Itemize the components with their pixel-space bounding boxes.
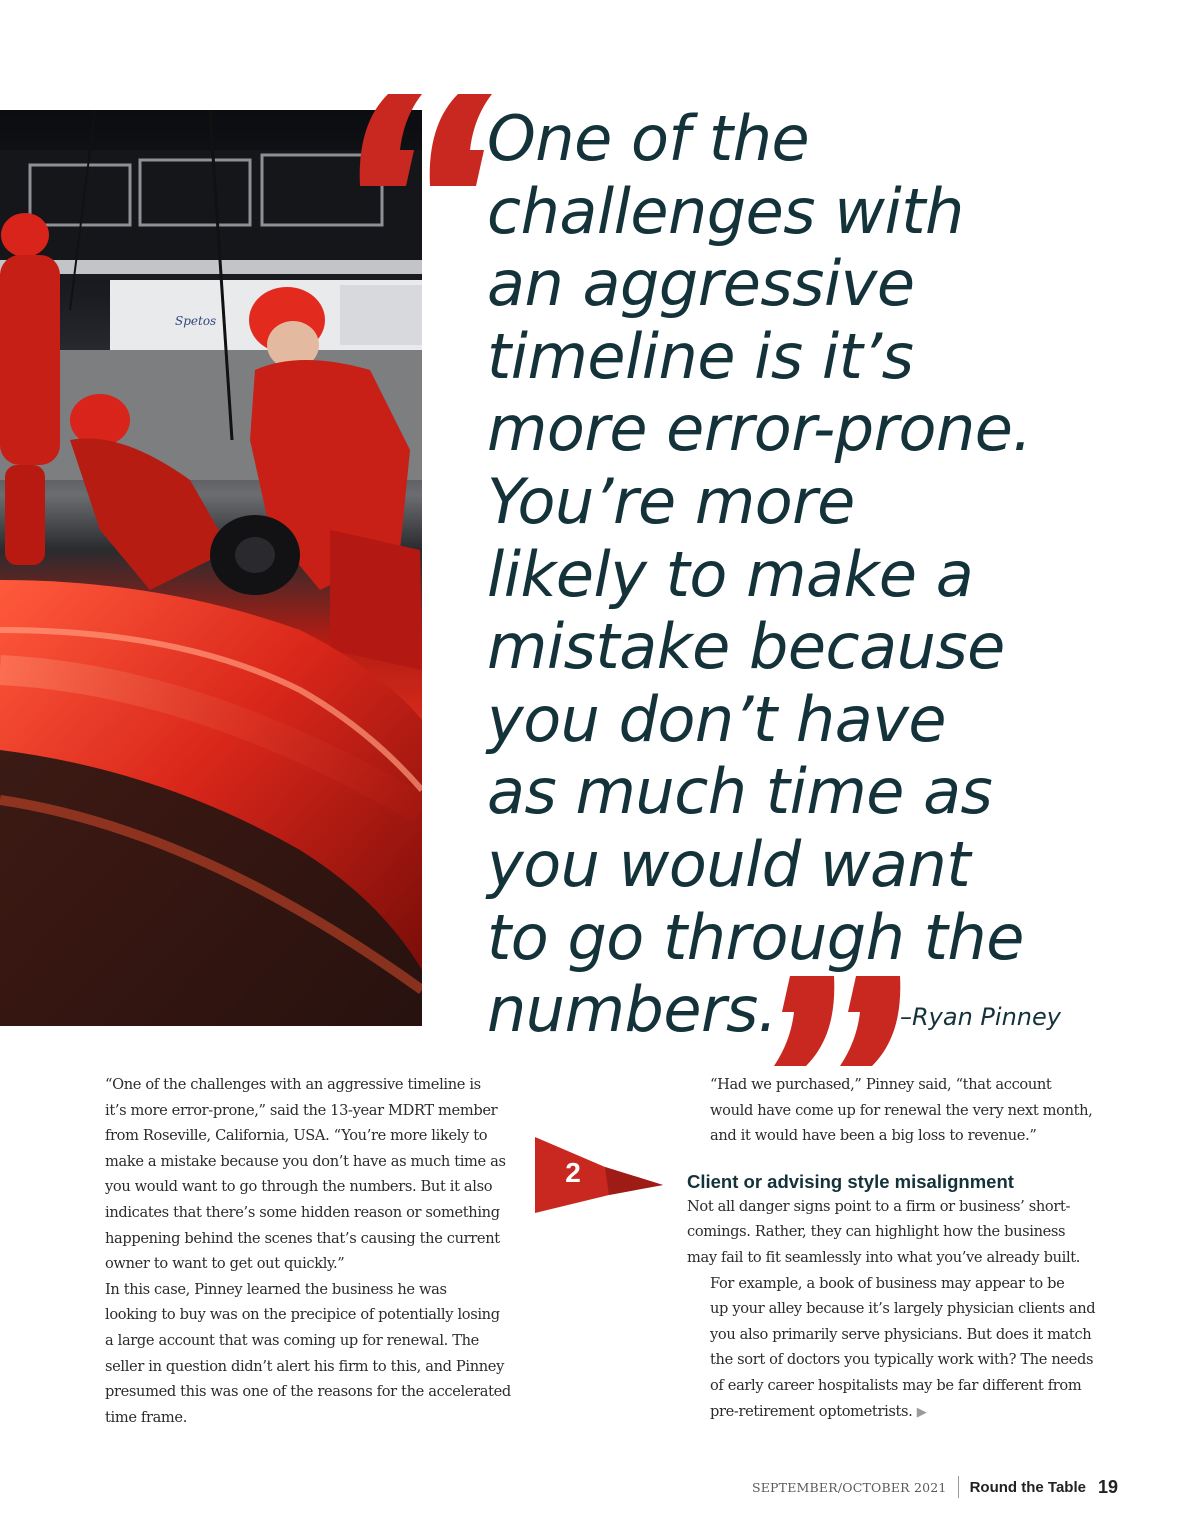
pull-quote-line: You’re more <box>487 464 855 538</box>
text-line: pre-retirement optometrists. <box>710 1402 913 1420</box>
body-paragraph <box>687 1271 1117 1426</box>
text-line: In this case, Pinney learned the business he was <box>105 1280 447 1298</box>
text-line: presumed this was one of the reasons for the accelerated <box>105 1383 511 1401</box>
pull-quote-line: you would want <box>487 827 971 901</box>
quote-attribution: –Ryan Pinney <box>900 1003 1061 1031</box>
open-quote-mark-icon <box>350 92 500 192</box>
text-line: seller in question didn’t alert his firm to this, and Pinney <box>105 1357 504 1375</box>
text-line: owner to want to get out quickly.” <box>105 1255 345 1273</box>
text-line: “One of the challenges with an aggressive timeline is <box>105 1076 481 1093</box>
text-line: indicates that there’s some hidden reason or something <box>105 1203 500 1221</box>
text-line: make a mistake because you don’t have as much time as <box>105 1152 506 1170</box>
text-line: looking to buy was on the precipice of potentially losing <box>105 1306 500 1324</box>
page-number: 19 <box>1097 1476 1118 1497</box>
pull-quote-line: numbers. <box>487 973 777 1047</box>
pull-quote-line: to go through the <box>487 900 1024 974</box>
pull-quote-line: you don’t have <box>487 682 947 756</box>
text-line: you also primarily serve physicians. But does it match <box>710 1325 1092 1343</box>
pull-quote-line: timeline is it’s <box>487 319 914 393</box>
body-paragraph <box>687 1072 1117 1149</box>
text-line: may fail to fit seamlessly into what you’ve already built. <box>687 1248 1081 1266</box>
body-paragraph <box>82 1277 512 1431</box>
pit-crew-illustration <box>0 110 422 1026</box>
footer-divider <box>958 1476 959 1498</box>
publication-name: Round the Table <box>969 1478 1086 1496</box>
close-quote-mark-icon <box>772 972 912 1068</box>
text-line: time frame. <box>105 1408 187 1426</box>
text-line: comings. Rather, they can highlight how the business <box>687 1223 1066 1241</box>
body-paragraph <box>687 1194 1117 1271</box>
text-line: it’s more error-prone,” said the 13-year MDRT member <box>105 1101 498 1119</box>
text-line: you would want to go through the numbers. But it also <box>105 1178 493 1196</box>
text-line-last <box>687 1399 1117 1426</box>
text-line: a large account that was coming up for renewal. The <box>105 1331 479 1349</box>
text-line: and it would have been a big loss to revenue.” <box>710 1127 1037 1145</box>
pull-quote-line: as much time as <box>487 755 993 829</box>
page-footer <box>752 1477 1118 1497</box>
text-line: “Had we purchased,” Pinney said, “that account <box>710 1076 1052 1093</box>
svg-text:Spetos: Spetos <box>175 314 217 328</box>
left-column <box>82 1072 512 1430</box>
pull-quote-line: One of the <box>487 102 810 175</box>
right-column <box>687 1072 1117 1425</box>
pull-quote-line: an aggressive <box>487 247 915 321</box>
text-line: For example, a book of business may appear to be <box>710 1274 1065 1292</box>
pit-crew-photo <box>0 110 422 1026</box>
text-line: the sort of doctors you typically work with? The needs <box>710 1351 1094 1369</box>
section-number: 2 <box>565 1157 581 1188</box>
pull-quote-line: challenges with <box>487 174 964 248</box>
text-line: happening behind the scenes that’s causing the current <box>105 1229 500 1247</box>
text-line: of early career hospitalists may be far different from <box>710 1376 1082 1394</box>
pull-quote <box>487 103 1177 1047</box>
text-line: from Roseville, California, USA. “You’re more likely to <box>105 1127 488 1145</box>
text-line: would have come up for renewal the very next month, <box>710 1101 1093 1119</box>
continue-arrow-icon: ▶ <box>916 1404 927 1420</box>
issue-date: SEPTEMBER/OCTOBER 2021 <box>751 1479 947 1495</box>
pull-quote-line: mistake because <box>487 610 1005 684</box>
pull-quote-line: likely to make a <box>487 537 974 611</box>
section-subhead: Client or advising style misalignment <box>687 1170 1014 1192</box>
body-paragraph <box>82 1072 512 1277</box>
text-line: up your alley because it’s largely physician clients and <box>710 1300 1096 1318</box>
text-line: Not all danger signs point to a firm or business’ short- <box>687 1197 1071 1215</box>
pull-quote-line: more error-prone. <box>487 392 1032 466</box>
